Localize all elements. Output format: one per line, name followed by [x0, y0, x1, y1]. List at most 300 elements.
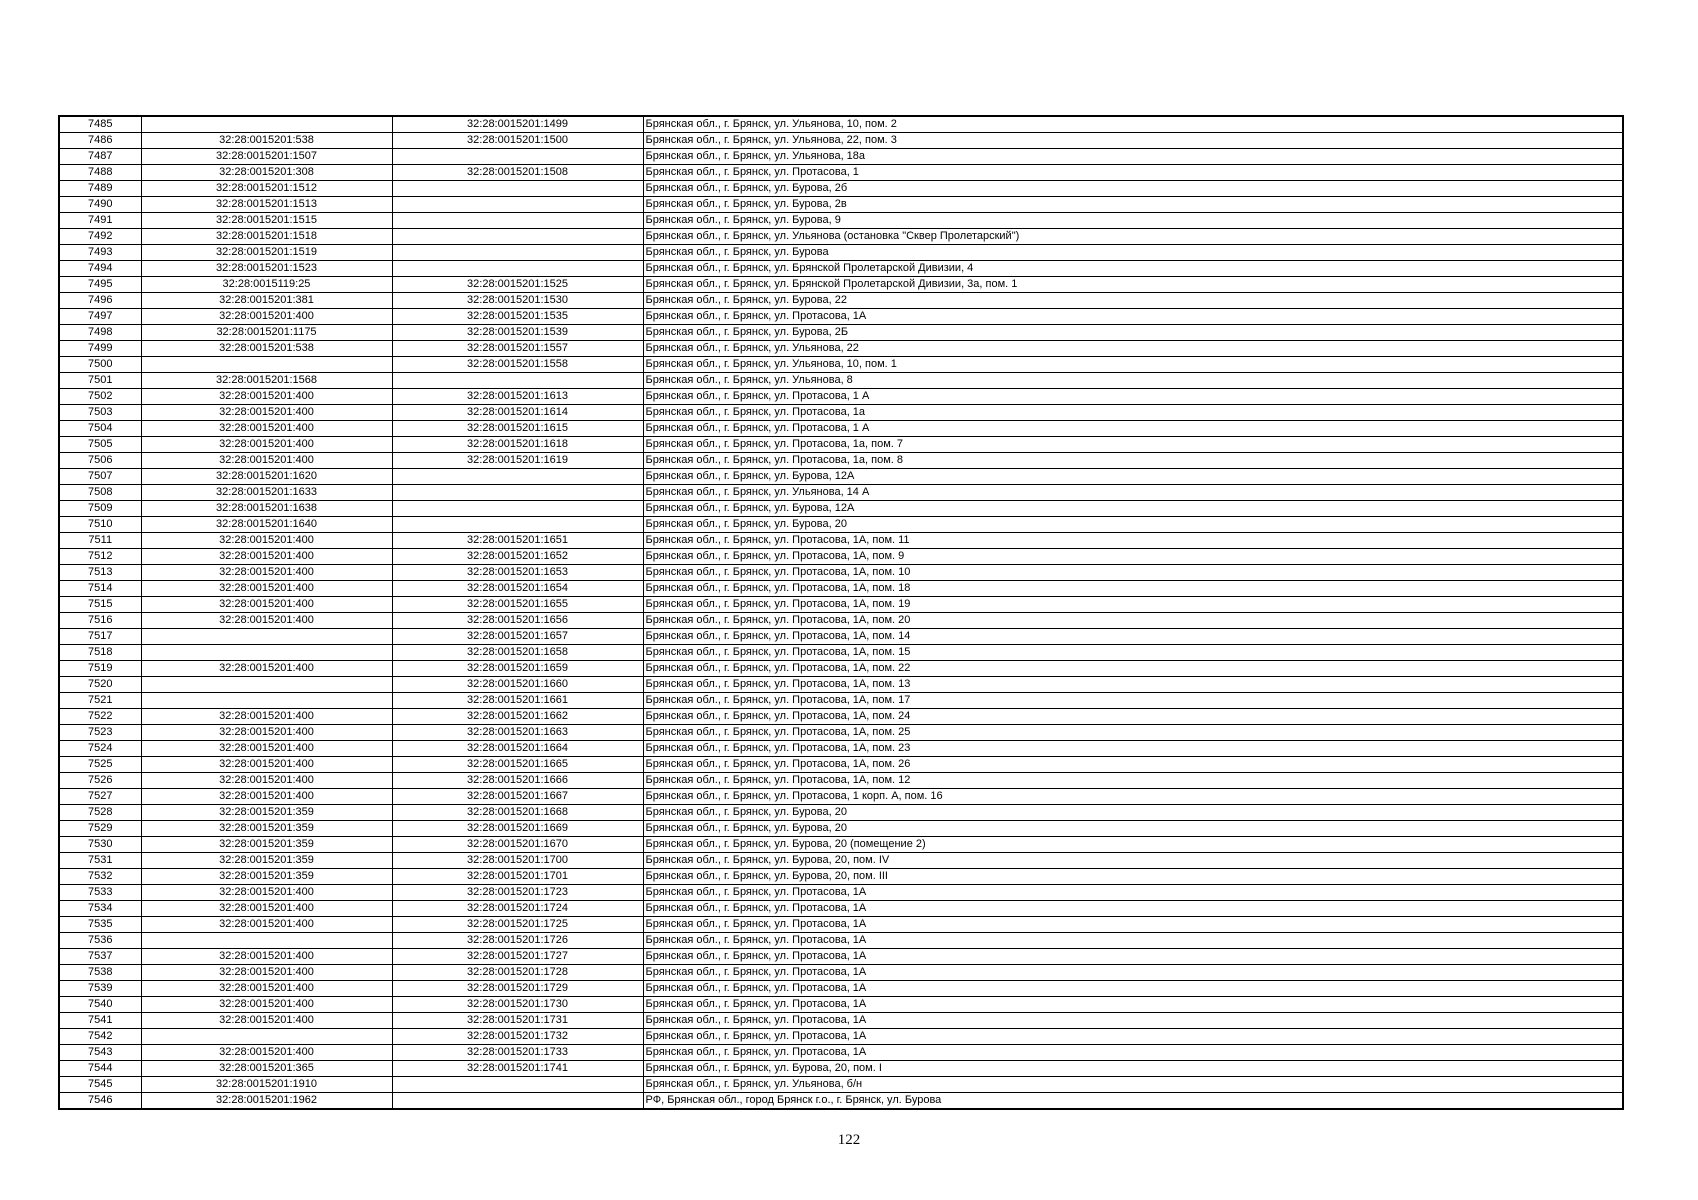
parent-cadastral-number-cell: 32:28:0015201:538 — [141, 133, 392, 149]
row-number-cell: 7531 — [59, 853, 141, 869]
parent-cadastral-number-cell: 32:28:0015201:400 — [141, 965, 392, 981]
parent-cadastral-number-cell: 32:28:0015201:400 — [141, 565, 392, 581]
address-cell: Брянская обл., г. Брянск, ул. Бурова, 20 — [643, 821, 1623, 837]
address-cell: Брянская обл., г. Брянск, ул. Протасова, 1А — [643, 965, 1623, 981]
object-cadastral-number-cell — [392, 197, 643, 213]
address-cell: Брянская обл., г. Брянск, ул. Протасова, 1А, пом. 19 — [643, 597, 1623, 613]
address-cell: Брянская обл., г. Брянск, ул. Протасова, 1А — [643, 997, 1623, 1013]
object-cadastral-number-cell: 32:28:0015201:1666 — [392, 773, 643, 789]
object-cadastral-number-cell: 32:28:0015201:1656 — [392, 613, 643, 629]
row-number-cell: 7510 — [59, 517, 141, 533]
parent-cadastral-number-cell: 32:28:0015201:400 — [141, 661, 392, 677]
row-number-cell: 7492 — [59, 229, 141, 245]
object-cadastral-number-cell: 32:28:0015201:1499 — [392, 116, 643, 133]
row-number-cell: 7490 — [59, 197, 141, 213]
address-cell: Брянская обл., г. Брянск, ул. Протасова, 1А, пом. 23 — [643, 741, 1623, 757]
address-cell: Брянская обл., г. Брянск, ул. Протасова, 1 А — [643, 421, 1623, 437]
object-cadastral-number-cell: 32:28:0015201:1654 — [392, 581, 643, 597]
object-cadastral-number-cell: 32:28:0015201:1732 — [392, 1029, 643, 1045]
table-row — [59, 517, 1623, 533]
table-row — [59, 597, 1623, 613]
row-number-cell: 7529 — [59, 821, 141, 837]
table-row — [59, 213, 1623, 229]
row-number-cell: 7505 — [59, 437, 141, 453]
table-row — [59, 1029, 1623, 1045]
table-row — [59, 197, 1623, 213]
address-cell: Брянская обл., г. Брянск, ул. Протасова, 1А — [643, 885, 1623, 901]
parent-cadastral-number-cell — [141, 645, 392, 661]
row-number-cell: 7493 — [59, 245, 141, 261]
table-row — [59, 981, 1623, 997]
object-cadastral-number-cell: 32:28:0015201:1651 — [392, 533, 643, 549]
object-cadastral-number-cell: 32:28:0015201:1729 — [392, 981, 643, 997]
table-row — [59, 1077, 1623, 1093]
parent-cadastral-number-cell: 32:28:0015201:359 — [141, 805, 392, 821]
object-cadastral-number-cell: 32:28:0015201:1558 — [392, 357, 643, 373]
address-cell: Брянская обл., г. Брянск, ул. Ульянова, 10, пом. 1 — [643, 357, 1623, 373]
row-number-cell: 7527 — [59, 789, 141, 805]
object-cadastral-number-cell: 32:28:0015201:1508 — [392, 165, 643, 181]
address-cell: Брянская обл., г. Брянск, ул. Бурова, 12А — [643, 469, 1623, 485]
table-row — [59, 821, 1623, 837]
parent-cadastral-number-cell: 32:28:0015201:400 — [141, 997, 392, 1013]
row-number-cell: 7535 — [59, 917, 141, 933]
address-cell: Брянская обл., г. Брянск, ул. Протасова, 1 корп. А, пом. 16 — [643, 789, 1623, 805]
object-cadastral-number-cell: 32:28:0015201:1728 — [392, 965, 643, 981]
row-number-cell: 7523 — [59, 725, 141, 741]
table-row — [59, 165, 1623, 181]
parent-cadastral-number-cell: 32:28:0015201:1512 — [141, 181, 392, 197]
parent-cadastral-number-cell: 32:28:0015201:400 — [141, 1013, 392, 1029]
object-cadastral-number-cell: 32:28:0015201:1664 — [392, 741, 643, 757]
address-cell: Брянская обл., г. Брянск, ул. Бурова, 20, пом. III — [643, 869, 1623, 885]
table-row — [59, 341, 1623, 357]
parent-cadastral-number-cell: 32:28:0015201:359 — [141, 821, 392, 837]
address-cell: Брянская обл., г. Брянск, ул. Бурова, 2б — [643, 181, 1623, 197]
parent-cadastral-number-cell: 32:28:0015201:1523 — [141, 261, 392, 277]
parent-cadastral-number-cell: 32:28:0015201:400 — [141, 725, 392, 741]
parent-cadastral-number-cell: 32:28:0015201:400 — [141, 309, 392, 325]
object-cadastral-number-cell: 32:28:0015201:1726 — [392, 933, 643, 949]
row-number-cell: 7542 — [59, 1029, 141, 1045]
object-cadastral-number-cell: 32:28:0015201:1669 — [392, 821, 643, 837]
object-cadastral-number-cell: 32:28:0015201:1741 — [392, 1061, 643, 1077]
address-cell: Брянская обл., г. Брянск, ул. Протасова, 1А, пом. 25 — [643, 725, 1623, 741]
row-number-cell: 7541 — [59, 1013, 141, 1029]
row-number-cell: 7521 — [59, 693, 141, 709]
table-row — [59, 805, 1623, 821]
address-cell: Брянская обл., г. Брянск, ул. Протасова, 1А, пом. 20 — [643, 613, 1623, 629]
table-row — [59, 469, 1623, 485]
address-cell: Брянская обл., г. Брянск, ул. Бурова, 20, пом. IV — [643, 853, 1623, 869]
registry-table-body — [59, 116, 1623, 1109]
row-number-cell: 7496 — [59, 293, 141, 309]
address-cell: Брянская обл., г. Брянск, ул. Брянской Пролетарской Дивизии, 3а, пом. 1 — [643, 277, 1623, 293]
parent-cadastral-number-cell — [141, 116, 392, 133]
table-row — [59, 325, 1623, 341]
address-cell: Брянская обл., г. Брянск, ул. Бурова, 20 — [643, 805, 1623, 821]
object-cadastral-number-cell: 32:28:0015201:1500 — [392, 133, 643, 149]
table-row — [59, 917, 1623, 933]
object-cadastral-number-cell: 32:28:0015201:1615 — [392, 421, 643, 437]
object-cadastral-number-cell — [392, 469, 643, 485]
table-row — [59, 1013, 1623, 1029]
address-cell: Брянская обл., г. Брянск, ул. Ульянова, б/н — [643, 1077, 1623, 1093]
table-row — [59, 389, 1623, 405]
parent-cadastral-number-cell: 32:28:0015201:400 — [141, 709, 392, 725]
address-cell: РФ, Брянская обл., город Брянск г.о., г. Брянск, ул. Бурова — [643, 1093, 1623, 1110]
parent-cadastral-number-cell: 32:28:0015201:359 — [141, 853, 392, 869]
table-row — [59, 885, 1623, 901]
object-cadastral-number-cell: 32:28:0015201:1525 — [392, 277, 643, 293]
parent-cadastral-number-cell: 32:28:0015201:400 — [141, 757, 392, 773]
table-row — [59, 116, 1623, 133]
parent-cadastral-number-cell: 32:28:0015201:381 — [141, 293, 392, 309]
parent-cadastral-number-cell: 32:28:0015201:400 — [141, 581, 392, 597]
address-cell: Брянская обл., г. Брянск, ул. Протасова, 1а, пом. 8 — [643, 453, 1623, 469]
row-number-cell: 7497 — [59, 309, 141, 325]
object-cadastral-number-cell: 32:28:0015201:1670 — [392, 837, 643, 853]
row-number-cell: 7500 — [59, 357, 141, 373]
object-cadastral-number-cell: 32:28:0015201:1733 — [392, 1045, 643, 1061]
parent-cadastral-number-cell: 32:28:0015201:400 — [141, 917, 392, 933]
row-number-cell: 7495 — [59, 277, 141, 293]
object-cadastral-number-cell: 32:28:0015201:1727 — [392, 949, 643, 965]
parent-cadastral-number-cell: 32:28:0015201:365 — [141, 1061, 392, 1077]
row-number-cell: 7499 — [59, 341, 141, 357]
parent-cadastral-number-cell: 32:28:0015201:400 — [141, 613, 392, 629]
table-row — [59, 757, 1623, 773]
address-cell: Брянская обл., г. Брянск, ул. Протасова, 1А — [643, 1029, 1623, 1045]
object-cadastral-number-cell — [392, 1093, 643, 1110]
table-row — [59, 789, 1623, 805]
object-cadastral-number-cell: 32:28:0015201:1660 — [392, 677, 643, 693]
object-cadastral-number-cell: 32:28:0015201:1614 — [392, 405, 643, 421]
parent-cadastral-number-cell: 32:28:0015201:400 — [141, 421, 392, 437]
address-cell: Брянская обл., г. Брянск, ул. Протасова, 1А, пом. 10 — [643, 565, 1623, 581]
table-row — [59, 421, 1623, 437]
table-row — [59, 549, 1623, 565]
object-cadastral-number-cell — [392, 149, 643, 165]
table-row — [59, 581, 1623, 597]
object-cadastral-number-cell: 32:28:0015201:1657 — [392, 629, 643, 645]
object-cadastral-number-cell: 32:28:0015201:1535 — [392, 309, 643, 325]
table-row — [59, 741, 1623, 757]
object-cadastral-number-cell: 32:28:0015201:1731 — [392, 1013, 643, 1029]
row-number-cell: 7539 — [59, 981, 141, 997]
table-row — [59, 357, 1623, 373]
parent-cadastral-number-cell: 32:28:0015201:1633 — [141, 485, 392, 501]
row-number-cell: 7507 — [59, 469, 141, 485]
table-row — [59, 245, 1623, 261]
table-row — [59, 965, 1623, 981]
table-row — [59, 149, 1623, 165]
row-number-cell: 7525 — [59, 757, 141, 773]
parent-cadastral-number-cell — [141, 677, 392, 693]
object-cadastral-number-cell: 32:28:0015201:1557 — [392, 341, 643, 357]
row-number-cell: 7526 — [59, 773, 141, 789]
parent-cadastral-number-cell: 32:28:0015201:359 — [141, 869, 392, 885]
parent-cadastral-number-cell: 32:28:0015201:400 — [141, 405, 392, 421]
registry-table — [58, 115, 1624, 1110]
row-number-cell: 7514 — [59, 581, 141, 597]
row-number-cell: 7540 — [59, 997, 141, 1013]
parent-cadastral-number-cell: 32:28:0015201:400 — [141, 789, 392, 805]
table-row — [59, 725, 1623, 741]
row-number-cell: 7503 — [59, 405, 141, 421]
object-cadastral-number-cell — [392, 261, 643, 277]
object-cadastral-number-cell — [392, 229, 643, 245]
parent-cadastral-number-cell: 32:28:0015201:400 — [141, 549, 392, 565]
parent-cadastral-number-cell: 32:28:0015201:1640 — [141, 517, 392, 533]
parent-cadastral-number-cell: 32:28:0015201:1962 — [141, 1093, 392, 1110]
address-cell: Брянская обл., г. Брянск, ул. Ульянова, 14 А — [643, 485, 1623, 501]
table-row — [59, 485, 1623, 501]
address-cell: Брянская обл., г. Брянск, ул. Протасова, 1А — [643, 981, 1623, 997]
table-row — [59, 901, 1623, 917]
address-cell: Брянская обл., г. Брянск, ул. Бурова, 12А — [643, 501, 1623, 517]
table-row — [59, 501, 1623, 517]
row-number-cell: 7487 — [59, 149, 141, 165]
address-cell: Брянская обл., г. Брянск, ул. Ульянова, 8 — [643, 373, 1623, 389]
parent-cadastral-number-cell: 32:28:0015119:25 — [141, 277, 392, 293]
parent-cadastral-number-cell — [141, 357, 392, 373]
address-cell: Брянская обл., г. Брянск, ул. Бурова, 9 — [643, 213, 1623, 229]
address-cell: Брянская обл., г. Брянск, ул. Протасова, 1А, пом. 24 — [643, 709, 1623, 725]
parent-cadastral-number-cell: 32:28:0015201:400 — [141, 773, 392, 789]
table-row — [59, 773, 1623, 789]
table-row — [59, 405, 1623, 421]
parent-cadastral-number-cell — [141, 933, 392, 949]
address-cell: Брянская обл., г. Брянск, ул. Протасова, 1а — [643, 405, 1623, 421]
object-cadastral-number-cell: 32:28:0015201:1730 — [392, 997, 643, 1013]
table-row — [59, 997, 1623, 1013]
table-row — [59, 309, 1623, 325]
row-number-cell: 7516 — [59, 613, 141, 629]
table-row — [59, 677, 1623, 693]
object-cadastral-number-cell: 32:28:0015201:1700 — [392, 853, 643, 869]
table-row — [59, 949, 1623, 965]
table-row — [59, 1093, 1623, 1110]
parent-cadastral-number-cell — [141, 629, 392, 645]
row-number-cell: 7515 — [59, 597, 141, 613]
row-number-cell: 7546 — [59, 1093, 141, 1110]
row-number-cell: 7485 — [59, 116, 141, 133]
parent-cadastral-number-cell: 32:28:0015201:400 — [141, 949, 392, 965]
row-number-cell: 7512 — [59, 549, 141, 565]
row-number-cell: 7489 — [59, 181, 141, 197]
parent-cadastral-number-cell: 32:28:0015201:400 — [141, 741, 392, 757]
object-cadastral-number-cell — [392, 213, 643, 229]
table-row — [59, 709, 1623, 725]
address-cell: Брянская обл., г. Брянск, ул. Протасова, 1А, пом. 12 — [643, 773, 1623, 789]
object-cadastral-number-cell: 32:28:0015201:1658 — [392, 645, 643, 661]
row-number-cell: 7528 — [59, 805, 141, 821]
page-number: 122 — [837, 1132, 861, 1148]
row-number-cell: 7513 — [59, 565, 141, 581]
object-cadastral-number-cell — [392, 373, 643, 389]
address-cell: Брянская обл., г. Брянск, ул. Ульянова, 18а — [643, 149, 1623, 165]
row-number-cell: 7520 — [59, 677, 141, 693]
row-number-cell: 7544 — [59, 1061, 141, 1077]
address-cell: Брянская обл., г. Брянск, ул. Протасова, 1А, пом. 26 — [643, 757, 1623, 773]
parent-cadastral-number-cell: 32:28:0015201:400 — [141, 885, 392, 901]
row-number-cell: 7530 — [59, 837, 141, 853]
row-number-cell: 7532 — [59, 869, 141, 885]
object-cadastral-number-cell: 32:28:0015201:1725 — [392, 917, 643, 933]
address-cell: Брянская обл., г. Брянск, ул. Ульянова, 22, пом. 3 — [643, 133, 1623, 149]
parent-cadastral-number-cell: 32:28:0015201:400 — [141, 533, 392, 549]
table-row — [59, 613, 1623, 629]
object-cadastral-number-cell: 32:28:0015201:1662 — [392, 709, 643, 725]
object-cadastral-number-cell: 32:28:0015201:1652 — [392, 549, 643, 565]
table-row — [59, 181, 1623, 197]
row-number-cell: 7486 — [59, 133, 141, 149]
parent-cadastral-number-cell: 32:28:0015201:1515 — [141, 213, 392, 229]
row-number-cell: 7536 — [59, 933, 141, 949]
row-number-cell: 7517 — [59, 629, 141, 645]
address-cell: Брянская обл., г. Брянск, ул. Протасова, 1А — [643, 933, 1623, 949]
parent-cadastral-number-cell — [141, 693, 392, 709]
row-number-cell: 7506 — [59, 453, 141, 469]
parent-cadastral-number-cell: 32:28:0015201:1507 — [141, 149, 392, 165]
object-cadastral-number-cell: 32:28:0015201:1668 — [392, 805, 643, 821]
parent-cadastral-number-cell: 32:28:0015201:400 — [141, 453, 392, 469]
address-cell: Брянская обл., г. Брянск, ул. Протасова, 1А, пом. 11 — [643, 533, 1623, 549]
address-cell: Брянская обл., г. Брянск, ул. Протасова, 1А, пом. 14 — [643, 629, 1623, 645]
table-row — [59, 229, 1623, 245]
row-number-cell: 7534 — [59, 901, 141, 917]
object-cadastral-number-cell: 32:28:0015201:1701 — [392, 869, 643, 885]
table-row — [59, 565, 1623, 581]
object-cadastral-number-cell: 32:28:0015201:1665 — [392, 757, 643, 773]
table-row — [59, 869, 1623, 885]
address-cell: Брянская обл., г. Брянск, ул. Брянской Пролетарской Дивизии, 4 — [643, 261, 1623, 277]
row-number-cell: 7501 — [59, 373, 141, 389]
table-row — [59, 837, 1623, 853]
address-cell: Брянская обл., г. Брянск, ул. Протасова, 1А, пом. 18 — [643, 581, 1623, 597]
address-cell: Брянская обл., г. Брянск, ул. Ульянова, 22 — [643, 341, 1623, 357]
row-number-cell: 7491 — [59, 213, 141, 229]
object-cadastral-number-cell — [392, 1077, 643, 1093]
parent-cadastral-number-cell: 32:28:0015201:1620 — [141, 469, 392, 485]
parent-cadastral-number-cell: 32:28:0015201:538 — [141, 341, 392, 357]
object-cadastral-number-cell: 32:28:0015201:1539 — [392, 325, 643, 341]
parent-cadastral-number-cell: 32:28:0015201:400 — [141, 981, 392, 997]
row-number-cell: 7543 — [59, 1045, 141, 1061]
row-number-cell: 7498 — [59, 325, 141, 341]
address-cell: Брянская обл., г. Брянск, ул. Ульянова, 10, пом. 2 — [643, 116, 1623, 133]
object-cadastral-number-cell: 32:28:0015201:1723 — [392, 885, 643, 901]
table-row — [59, 133, 1623, 149]
parent-cadastral-number-cell — [141, 1029, 392, 1045]
parent-cadastral-number-cell: 32:28:0015201:308 — [141, 165, 392, 181]
row-number-cell: 7519 — [59, 661, 141, 677]
address-cell: Брянская обл., г. Брянск, ул. Протасова, 1А, пом. 15 — [643, 645, 1623, 661]
address-cell: Брянская обл., г. Брянск, ул. Протасова, 1А, пом. 9 — [643, 549, 1623, 565]
row-number-cell: 7524 — [59, 741, 141, 757]
table-row — [59, 277, 1623, 293]
table-row — [59, 437, 1623, 453]
object-cadastral-number-cell: 32:28:0015201:1667 — [392, 789, 643, 805]
parent-cadastral-number-cell: 32:28:0015201:1910 — [141, 1077, 392, 1093]
table-row — [59, 533, 1623, 549]
parent-cadastral-number-cell: 32:28:0015201:1638 — [141, 501, 392, 517]
parent-cadastral-number-cell: 32:28:0015201:1175 — [141, 325, 392, 341]
address-cell: Брянская обл., г. Брянск, ул. Протасова, 1 — [643, 165, 1623, 181]
object-cadastral-number-cell: 32:28:0015201:1619 — [392, 453, 643, 469]
table-row — [59, 933, 1623, 949]
parent-cadastral-number-cell: 32:28:0015201:1568 — [141, 373, 392, 389]
address-cell: Брянская обл., г. Брянск, ул. Бурова, 20 — [643, 517, 1623, 533]
object-cadastral-number-cell: 32:28:0015201:1659 — [392, 661, 643, 677]
row-number-cell: 7537 — [59, 949, 141, 965]
address-cell: Брянская обл., г. Брянск, ул. Ульянова (остановка "Сквер Пролетарский") — [643, 229, 1623, 245]
row-number-cell: 7504 — [59, 421, 141, 437]
address-cell: Брянская обл., г. Брянск, ул. Бурова, 20 (помещение 2) — [643, 837, 1623, 853]
address-cell: Брянская обл., г. Брянск, ул. Протасова, 1А — [643, 1013, 1623, 1029]
address-cell: Брянская обл., г. Брянск, ул. Бурова, 2Б — [643, 325, 1623, 341]
object-cadastral-number-cell: 32:28:0015201:1618 — [392, 437, 643, 453]
table-row — [59, 645, 1623, 661]
table-row — [59, 1045, 1623, 1061]
object-cadastral-number-cell: 32:28:0015201:1530 — [392, 293, 643, 309]
table-row — [59, 1061, 1623, 1077]
parent-cadastral-number-cell: 32:28:0015201:400 — [141, 597, 392, 613]
address-cell: Брянская обл., г. Брянск, ул. Протасова, 1А — [643, 901, 1623, 917]
address-cell: Брянская обл., г. Брянск, ул. Протасова, 1А — [643, 949, 1623, 965]
parent-cadastral-number-cell: 32:28:0015201:359 — [141, 837, 392, 853]
table-row — [59, 373, 1623, 389]
table-row — [59, 629, 1623, 645]
row-number-cell: 7518 — [59, 645, 141, 661]
object-cadastral-number-cell — [392, 501, 643, 517]
table-row — [59, 261, 1623, 277]
object-cadastral-number-cell — [392, 517, 643, 533]
row-number-cell: 7545 — [59, 1077, 141, 1093]
parent-cadastral-number-cell: 32:28:0015201:1518 — [141, 229, 392, 245]
row-number-cell: 7509 — [59, 501, 141, 517]
parent-cadastral-number-cell: 32:28:0015201:1513 — [141, 197, 392, 213]
object-cadastral-number-cell: 32:28:0015201:1724 — [392, 901, 643, 917]
address-cell: Брянская обл., г. Брянск, ул. Бурова — [643, 245, 1623, 261]
row-number-cell: 7502 — [59, 389, 141, 405]
address-cell: Брянская обл., г. Брянск, ул. Протасова, 1А, пом. 13 — [643, 677, 1623, 693]
address-cell: Брянская обл., г. Брянск, ул. Бурова, 22 — [643, 293, 1623, 309]
address-cell: Брянская обл., г. Брянск, ул. Протасова, 1А — [643, 917, 1623, 933]
table-row — [59, 661, 1623, 677]
object-cadastral-number-cell: 32:28:0015201:1653 — [392, 565, 643, 581]
address-cell: Брянская обл., г. Брянск, ул. Протасова, 1А — [643, 1045, 1623, 1061]
parent-cadastral-number-cell: 32:28:0015201:400 — [141, 389, 392, 405]
row-number-cell: 7533 — [59, 885, 141, 901]
parent-cadastral-number-cell: 32:28:0015201:400 — [141, 437, 392, 453]
row-number-cell: 7522 — [59, 709, 141, 725]
row-number-cell: 7488 — [59, 165, 141, 181]
table-row — [59, 293, 1623, 309]
row-number-cell: 7494 — [59, 261, 141, 277]
row-number-cell: 7538 — [59, 965, 141, 981]
object-cadastral-number-cell — [392, 181, 643, 197]
table-row — [59, 853, 1623, 869]
parent-cadastral-number-cell: 32:28:0015201:400 — [141, 901, 392, 917]
object-cadastral-number-cell — [392, 245, 643, 261]
parent-cadastral-number-cell: 32:28:0015201:400 — [141, 1045, 392, 1061]
object-cadastral-number-cell: 32:28:0015201:1613 — [392, 389, 643, 405]
object-cadastral-number-cell: 32:28:0015201:1663 — [392, 725, 643, 741]
object-cadastral-number-cell — [392, 485, 643, 501]
address-cell: Брянская обл., г. Брянск, ул. Протасова, 1 А — [643, 389, 1623, 405]
